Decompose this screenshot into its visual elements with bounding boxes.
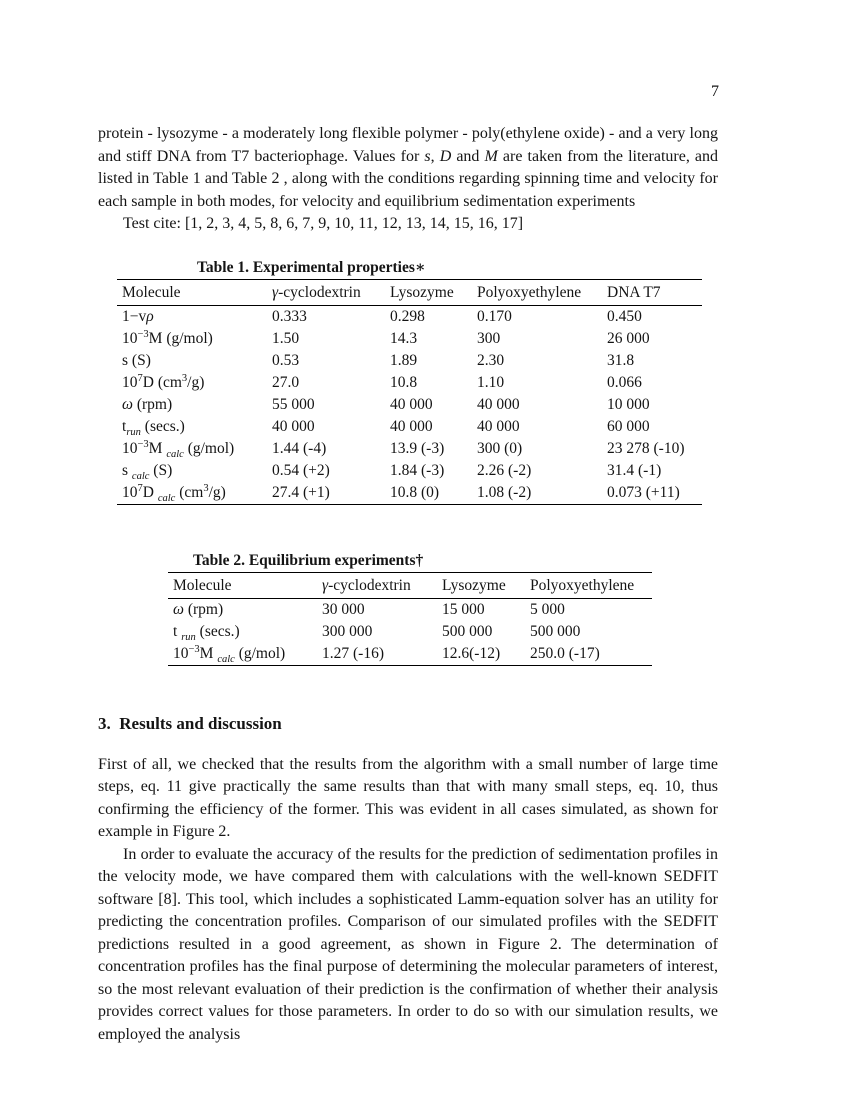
table-row [117, 394, 702, 416]
table-2-block [168, 552, 652, 666]
row-label-cell: ω (rpm) [173, 600, 224, 618]
row-label-cell: $10^{-3}M$ $_{calc}$ (g/mol) [122, 438, 235, 460]
table-cell: 300 000 [322, 622, 373, 640]
table-row [168, 643, 652, 666]
table-cell: 60 000 [607, 417, 650, 435]
table-cell: 12.6(-12) [442, 644, 501, 662]
table-row [117, 350, 702, 372]
table-header-cell: Molecule [173, 576, 232, 594]
table-cell: 27.4 (+1) [272, 483, 330, 501]
table-cell: 0.073 (+11) [607, 483, 680, 501]
paragraph-intro: protein - lysozyme - a moderately long flexible polymer - poly(ethylene oxide) - and a very long and stiff DNA from T7 bacteriophage. Values for s, D and M are taken from the literature, and listed in Table 1 and Table 2 , along with the conditions regarding spinning time and velocity for each sample in both modes, for velocity and equilibrium sedimentation experiments [98, 125, 719, 210]
table-cell: 1.44 (-4) [272, 439, 327, 457]
table-header-cell: Lysozyme [390, 283, 454, 301]
table-cell: 55 000 [272, 395, 315, 413]
paragraph-results-2: In order to evaluate the accuracy of the results for the prediction of sedimentation profiles in the velocity mode, we have compared them with calculations with the well-known SEDFIT software [8]. This tool, which includes a sophisticated Lamm-equation solver has an utility for predicting the concentration profiles. Comparison of our simulated profiles with the SEDFIT predictions resulted in a good agreement, as shown in Figure 2. The determination of concentration profiles has the final purpose of determining the molecular parameters of interest, so the most relevant evaluation of their prediction is the confirmation of whether their analysis provides correct values for those parameters. In order to do so with our simulation results, we employed the analysis [98, 845, 718, 1043]
table-cell: 27.0 [272, 373, 300, 391]
table-cell: 13.9 (-3) [390, 439, 445, 457]
table-header-cell: γ-cyclodextrin [272, 283, 361, 301]
table-row [117, 482, 702, 505]
table-cell: 500 000 [442, 622, 493, 640]
row-label-cell: $10^{-3}M$ (g/mol) [122, 328, 213, 347]
paragraph-results-1: First of all, we checked that the results from the algorithm with a small number of large time steps, eq. 11 give practically the same results than that with many small steps, eq. 10, thus confirming the efficiency of the former. This was evident in all cases simulated, as shown for example in Figure 2. [98, 755, 718, 840]
table-row [117, 438, 702, 460]
row-label-cell: t $_{run}$ (secs.) [173, 622, 240, 643]
table-cell: 2.26 (-2) [477, 461, 532, 479]
table-cell: 26 000 [607, 329, 650, 347]
row-label-cell: s $_{calc}$ (S) [122, 461, 173, 482]
table-header-cell: Polyoxyethylene [530, 576, 635, 594]
table-cell: 1.50 [272, 329, 300, 347]
table-cell: 250.0 (-17) [530, 644, 600, 662]
row-label-cell: $10^{-3}M$ $_{calc}$ (g/mol) [173, 643, 286, 665]
table-cell: 500 000 [530, 622, 581, 640]
table-cell: 31.8 [607, 351, 635, 369]
table-row [117, 416, 702, 438]
table-cell: 30 000 [322, 600, 365, 618]
table-cell: 1.27 (-16) [322, 644, 384, 662]
table-1-caption: Table 1. Experimental properties∗ [197, 258, 426, 276]
table-cell: 1.89 [390, 351, 418, 369]
table-cell: 23 278 (-10) [607, 439, 685, 457]
table-cell: 10.8 (0) [390, 483, 440, 501]
table-cell: 40 000 [390, 395, 433, 413]
table-cell: 40 000 [390, 417, 433, 435]
table-row [117, 328, 702, 350]
row-label-cell: ω (rpm) [122, 395, 173, 413]
table-cell: 0.170 [477, 307, 512, 325]
table-row [117, 460, 702, 482]
table-cell: 14.3 [390, 329, 418, 347]
table-cell: 1.84 (-3) [390, 461, 445, 479]
table-2 [168, 572, 652, 666]
table-cell: 0.54 (+2) [272, 461, 330, 479]
table-cell: 0.298 [390, 307, 425, 325]
table-cell: 0.53 [272, 351, 300, 369]
table-header-cell: Molecule [122, 283, 181, 301]
table-header-cell: Polyoxyethylene [477, 283, 582, 301]
row-label-cell: $10^7D$ $_{calc}$ $(cm^3/g)$ [122, 482, 226, 504]
table-row [117, 372, 702, 394]
table-cell: 0.066 [607, 373, 642, 391]
table-cell: 0.333 [272, 307, 307, 325]
table-cell: 40 000 [477, 417, 520, 435]
table-row [168, 598, 652, 621]
table-cell: 31.4 (-1) [607, 461, 662, 479]
table-row [168, 621, 652, 643]
table-header-cell: γ-cyclodextrin [322, 576, 411, 594]
table-header-row [117, 279, 702, 305]
table-cell: 40 000 [272, 417, 315, 435]
table-cell: 10 000 [607, 395, 650, 413]
table-cell: 15 000 [442, 600, 485, 618]
table-cell: 1.08 (-2) [477, 483, 532, 501]
table-header-cell: Lysozyme [442, 576, 506, 594]
table-cell: 5 000 [530, 600, 565, 618]
table-cell: 300 (0) [477, 439, 523, 457]
section-heading-results: 3. Results and discussion [98, 713, 282, 733]
table-1 [117, 279, 702, 505]
row-label-cell: $t_{run}$ (secs.) [122, 417, 185, 438]
table-cell: 300 [477, 329, 501, 347]
table-cell: 1.10 [477, 373, 505, 391]
row-label-cell: 1−vρ [122, 307, 154, 325]
table-cell: 10.8 [390, 373, 418, 391]
table-cell: 0.450 [607, 307, 642, 325]
table-header-row [168, 572, 652, 598]
table-cell: 40 000 [477, 395, 520, 413]
row-label-cell: $10^7D$ $(cm^3/g)$ [122, 372, 205, 391]
table-1-block [117, 259, 702, 505]
paragraph-test-cite: Test cite: [1, 2, 3, 4, 5, 8, 6, 7, 9, 10, 11, 12, 13, 14, 15, 16, 17] [123, 215, 524, 232]
row-label-cell: s (S) [122, 351, 151, 369]
table-2-caption: Table 2. Equilibrium experiments† [193, 551, 424, 569]
table-header-cell: DNA T7 [607, 283, 661, 301]
table-cell: 2.30 [477, 351, 505, 369]
table-row [117, 305, 702, 328]
page-number: 7 [711, 83, 719, 100]
